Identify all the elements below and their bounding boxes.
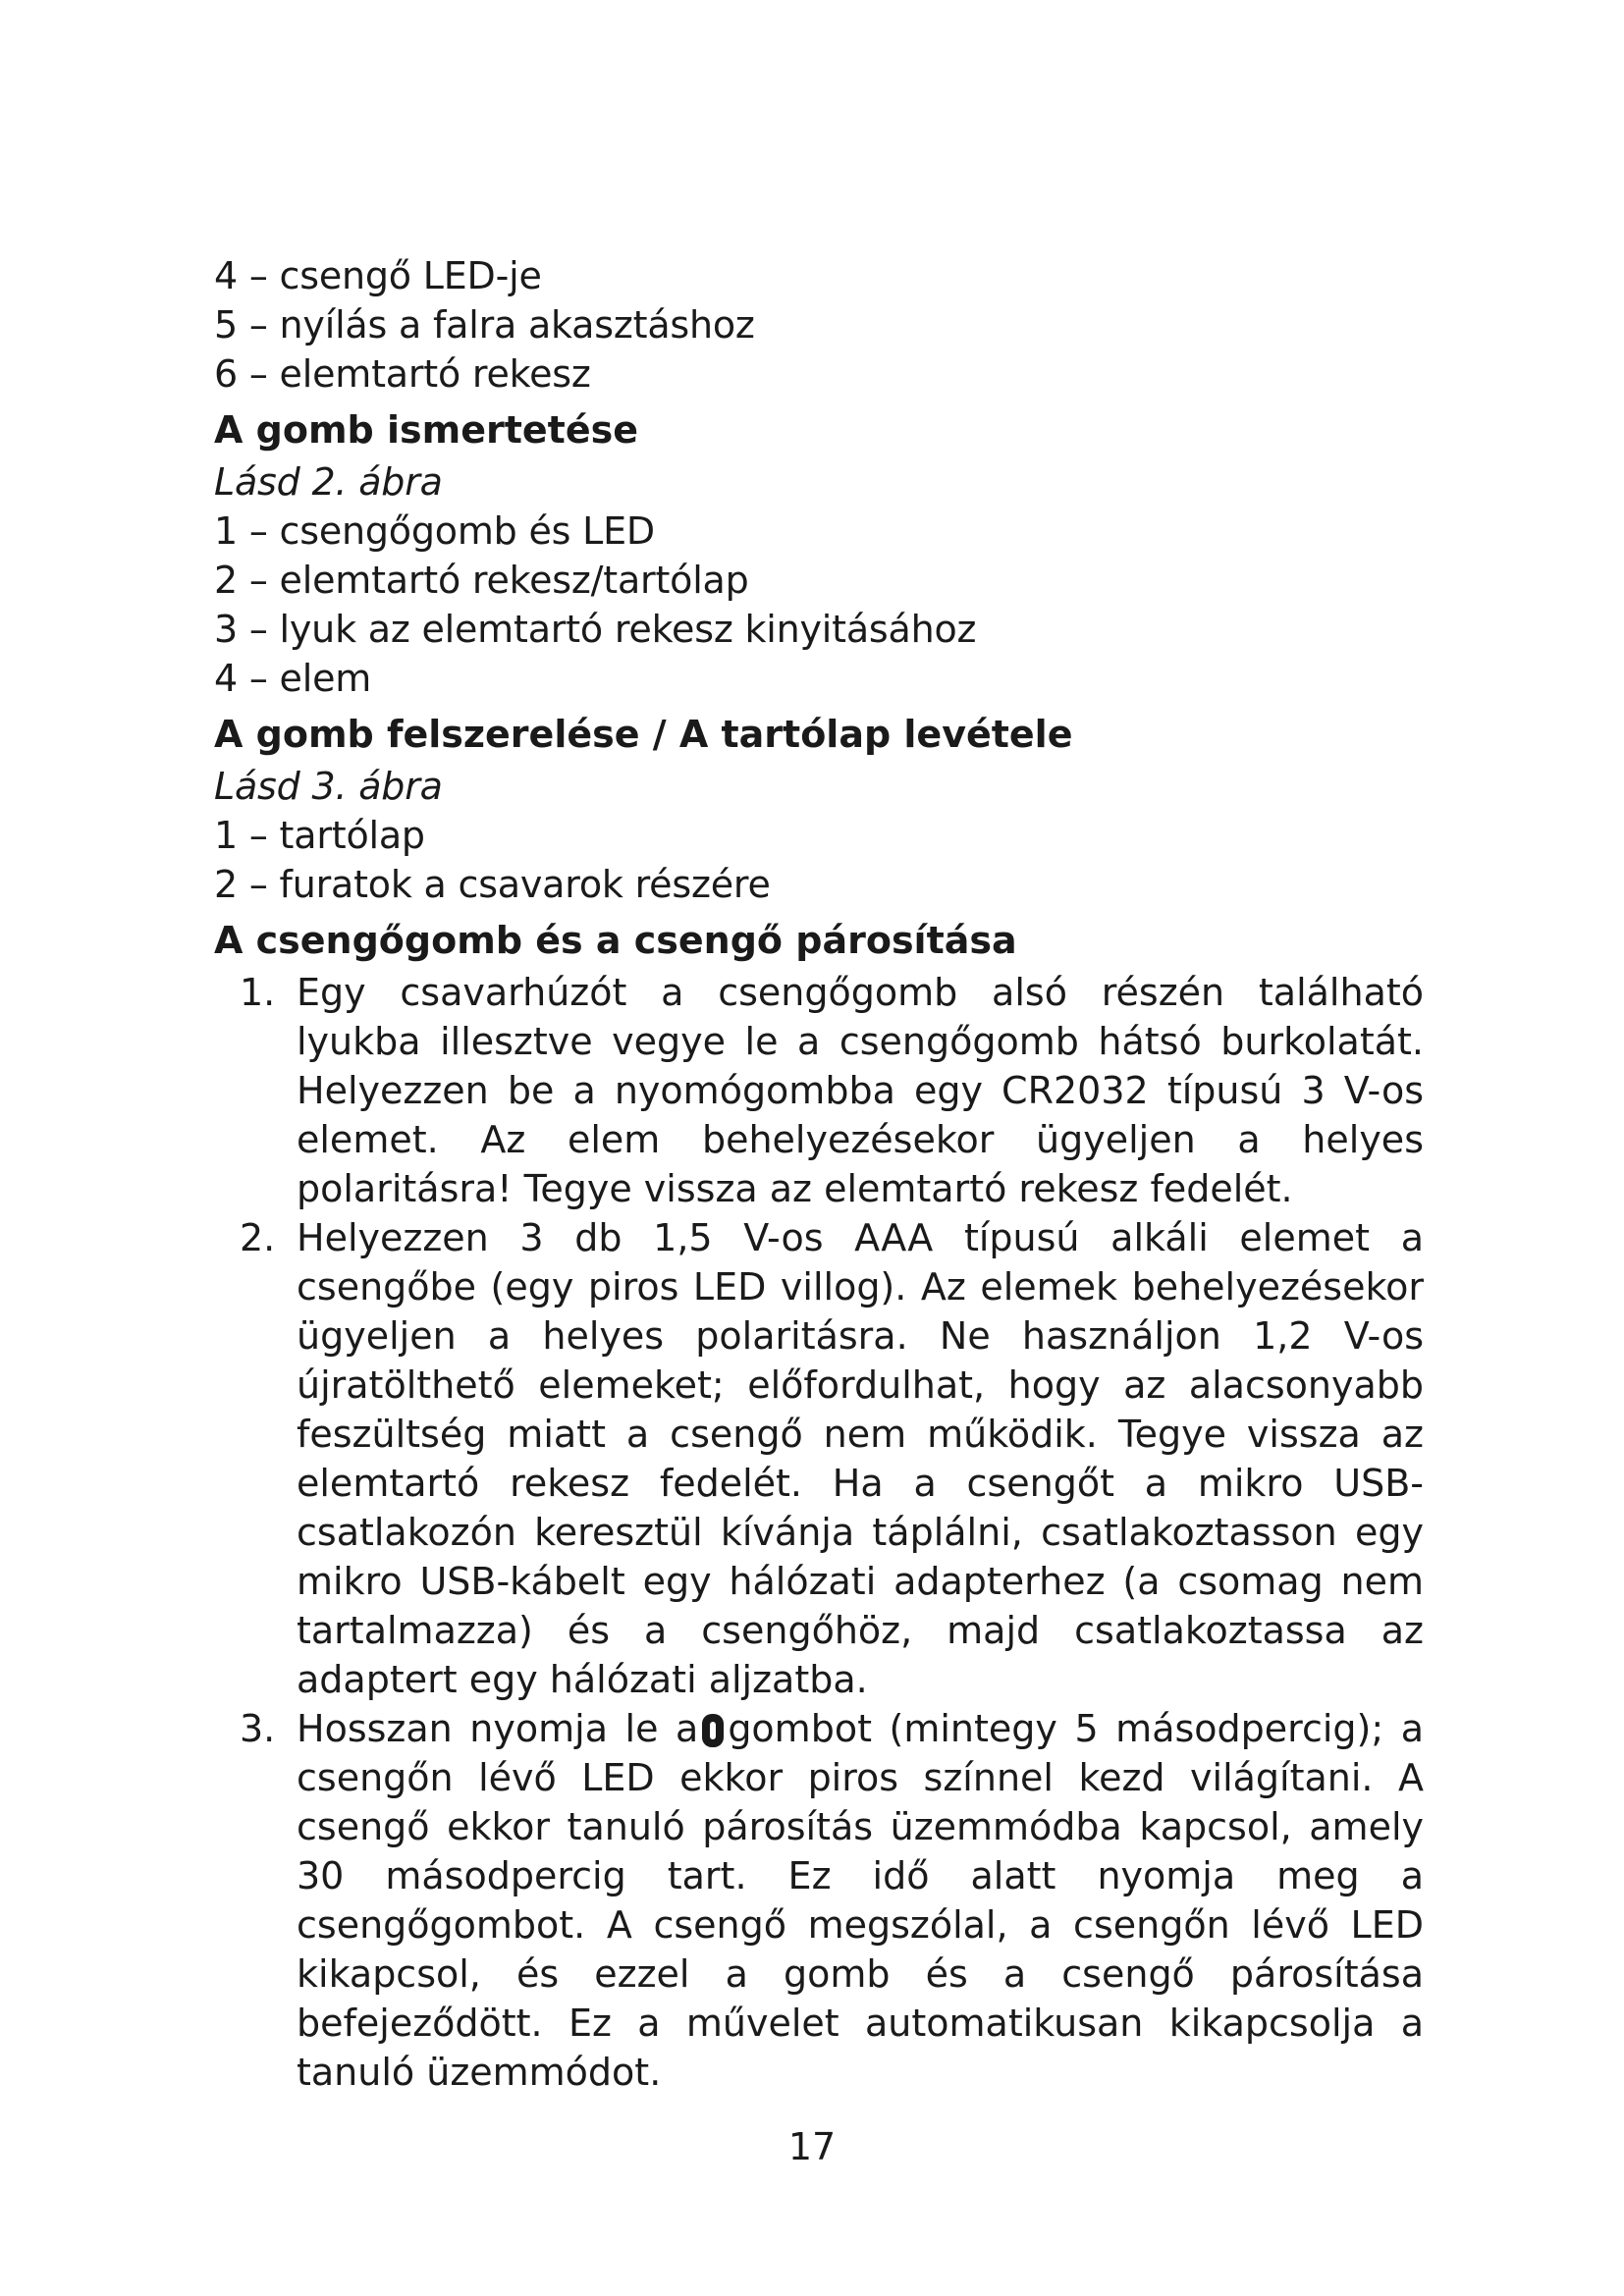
step-text: Helyezzen 3 db 1,5 V-os AAA típusú alkáli elemet a csengőbe (egy piros LED villog). Az elemek behelyezésekor ügyeljen a helyes polaritásra. Ne használjon 1,2 V-os újratölthető elemeket; előfordulhat, hogy az alacsonyabb feszültség miatt a csengő nem működik. Tegye vissza az elemtartó rekesz fedelét. Ha a csengőt a mikro USB-csatlakozón keresztül kívánja táplálni, csatlakoztasson egy mikro USB-kábelt egy hálózati adapterhez (a csomag nem tartalmazza) és a csengőhöz, majd csatlakoztassa az adaptert egy hálózati aljzatba. [297, 1216, 1424, 1701]
page-number: 17 [787, 2125, 837, 2168]
step-text [297, 1704, 1424, 2097]
step-text-before-icon: Hosszan nyomja le a [297, 1707, 699, 1750]
button-icon [702, 1714, 724, 1747]
part-item: 2 – furatok a csavarok részére [214, 863, 771, 906]
pairing-steps [214, 968, 1424, 2097]
figure-reference: Lásd 2. ábra [214, 460, 443, 504]
step-text-after-icon: gombot (mintegy 5 másodpercig); a csengőn lévő LED ekkor piros színnel kezd világítani. A csengő ekkor tanuló párosítás üzemmódba kapcsol, amely 30 másodpercig tart. Ez idő alatt nyomja meg a csengőgombot. A csengő megszólal, a csengőn lévő LED kikapcsol, és ezzel a gomb és a csengő párosítása befejeződött. Ez a művelet automatikusan kikapcsolja a tanuló üzemmódot. [297, 1707, 1424, 2094]
pairing-step [214, 968, 1424, 1213]
pairing-step [214, 1704, 1424, 2097]
part-item: 3 – lyuk az elemtartó rekesz kinyitásához [214, 608, 977, 651]
part-item: 6 – elemtartó rekesz [214, 352, 591, 396]
part-item: 2 – elemtartó rekesz/tartólap [214, 559, 749, 602]
section-button-description [214, 404, 1424, 703]
section-mounting [214, 709, 1424, 909]
step-number: 2. [240, 1216, 276, 1259]
part-item: 4 – elem [214, 657, 372, 700]
part-item: 4 – csengő LED-je [214, 254, 542, 297]
step-text: Egy csavarhúzót a csengőgomb alsó részén található lyukba illesztve vegye le a csengőgomb hátsó burkolatát. Helyezzen be a nyomógombba egy CR2032 típusú 3 V-os elemet. Az elem behelyezésekor ügyeljen a helyes polaritásra! Tegye vissza az elemtartó rekesz fedelét. [297, 971, 1424, 1210]
step-number: 1. [240, 971, 276, 1014]
section-heading: A gomb felszerelése / A tartólap levétele [214, 713, 1073, 756]
page-content [214, 251, 1424, 2097]
pairing-step [214, 1213, 1424, 1704]
section-heading: A gomb ismertetése [214, 408, 638, 452]
figure-reference: Lásd 3. ábra [214, 765, 443, 808]
section-pairing [214, 915, 1424, 2097]
section-heading: A csengőgomb és a csengő párosítása [214, 919, 1017, 962]
step-number: 3. [240, 1707, 276, 1750]
part-item: 1 – tartólap [214, 814, 425, 857]
parts-list-continued [214, 251, 1424, 399]
part-item: 5 – nyílás a falra akasztáshoz [214, 303, 755, 347]
part-item: 1 – csengőgomb és LED [214, 509, 655, 553]
